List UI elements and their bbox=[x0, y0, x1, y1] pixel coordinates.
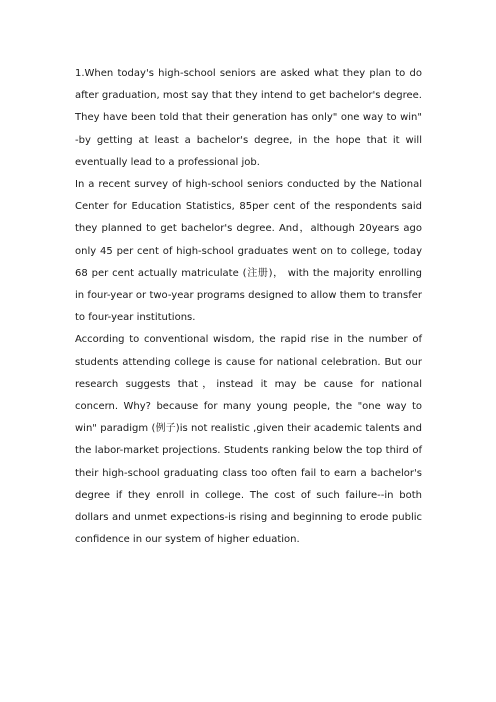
paragraph-1: 1.When today's high-school seniors are asked what they plan to do after graduation, most say that they intend to get bachelor's degree. They have been told that their generation has only" one way to win" -by getting at least a bachelor's degree, in the hope that it will eventually lead to a professional job. bbox=[75, 68, 422, 168]
paragraph-3: According to conventional wisdom, the rapid rise in the number of students attending college is cause for national celebration. But our research suggests that，instead it may be cause for national concern. Why? because for many young people, the "one way to win" paradigm (例子)is not realistic ,given their academic talents and the labor-market projections. Students ranking below the top third of their high-school graduating class too often fail to earn a bachelor's degree if they enroll in college. The cost of such failure--in both dollars and unmet expections-is rising and beginning to erode public confidence in our system of higher eduation. bbox=[75, 334, 422, 546]
article-body bbox=[75, 63, 422, 551]
paragraph-2: In a recent survey of high-school seniors conducted by the National Center for Education Statistics, 85per cent of the respondents said they planned to get bachelor's degree. And，although 20years ago only 45 per cent of high-school graduates went on to college, today 68 per cent actually matriculate (注册)， with the majority enrolling in four-year or two-year programs designed to allow them to transfer to four-year institutions. bbox=[75, 179, 422, 324]
